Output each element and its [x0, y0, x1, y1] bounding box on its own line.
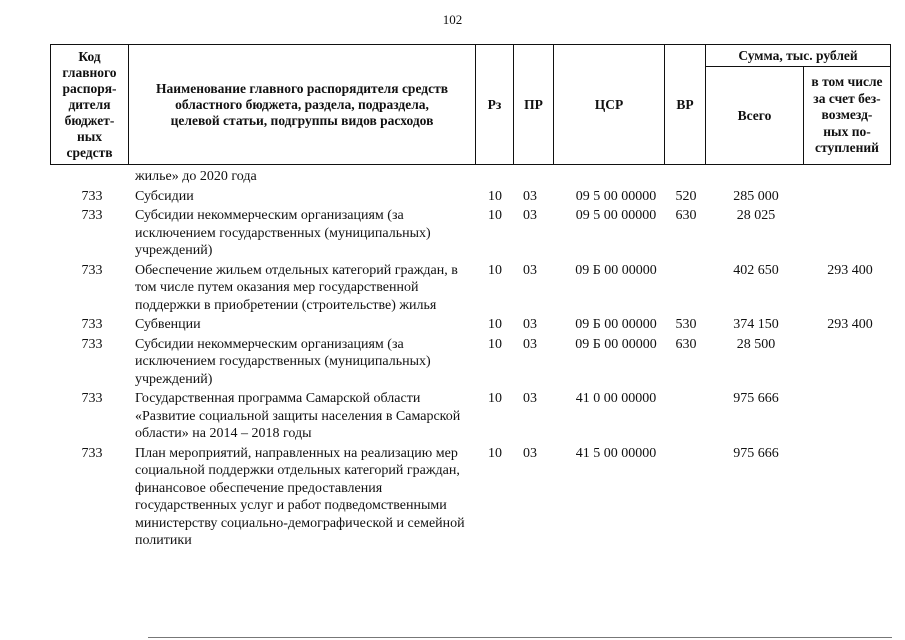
row-total: 402 650 [733, 262, 779, 278]
table-row [50, 445, 891, 550]
header-csr: ЦСР [594, 96, 624, 112]
row-csr: 41 0 00 00000 [575, 391, 657, 406]
header-bottom-border [50, 164, 891, 165]
row-code: 733 [81, 391, 103, 406]
header-vr: ВР [676, 96, 694, 112]
row-name: Субсидии некоммерческим организациям (за исключением государственных (муниципальных) учреждений) [135, 336, 431, 387]
table-row [50, 207, 891, 260]
row-vr: 520 [675, 188, 697, 204]
row-csr: 09 Б 00 00000 [575, 336, 657, 352]
row-pr: 03 [523, 208, 537, 223]
table-row [50, 336, 891, 389]
header-code: Код главного распоря- дителя бюджет- ных средств [62, 48, 117, 160]
row-rz: 10 [488, 445, 502, 461]
header-name: Наименование главного распорядителя средств областного бюджета, раздела, подраздела, целевой статьи, подгруппы видов расходов [155, 80, 448, 128]
row-code: 733 [81, 188, 103, 204]
row-pr: 03 [523, 317, 537, 332]
table-row [50, 188, 891, 206]
row-rz: 10 [488, 208, 502, 223]
row-rz: 10 [488, 317, 502, 332]
header-border-right [890, 44, 891, 165]
row-total: 285 000 [733, 188, 779, 204]
row-name: жилье» до 2020 года [135, 169, 257, 184]
row-total: 374 150 [733, 317, 779, 332]
row-rz: 10 [488, 188, 502, 204]
row-pr: 03 [523, 188, 537, 204]
page-number: 102 [442, 12, 463, 27]
row-csr: 09 5 00 00000 [575, 208, 657, 223]
header-total: Всего [737, 107, 772, 123]
row-pr: 03 [523, 391, 537, 406]
row-bez: 293 400 [827, 317, 873, 332]
header-bez: в том числе за счет без- возмезд- ных по- ступлений [811, 74, 883, 156]
row-code: 733 [81, 317, 103, 332]
table-row [50, 168, 891, 186]
row-total: 975 666 [733, 445, 779, 461]
row-total: 28 500 [736, 336, 776, 352]
row-pr: 03 [523, 445, 537, 461]
row-name: Государственная программа Самарской области «Развитие социальной защиты населения в Самарской области» на 2014 – 2018 годы [135, 391, 461, 441]
row-vr: 630 [675, 208, 697, 223]
row-csr: 09 5 00 00000 [575, 188, 657, 204]
header-pr: ПР [524, 96, 543, 112]
table-header [50, 44, 891, 165]
table-body [50, 168, 891, 550]
table-row [50, 316, 891, 334]
row-total: 28 025 [736, 208, 776, 223]
row-name: План мероприятий, направленных на реализацию мер социальной поддержки отдельных категорий граждан, финансовое обеспечение предоставления государственных услуг и работ подведомственными министерству социально-демографической и семейной политики [135, 445, 465, 548]
row-rz: 10 [488, 391, 502, 406]
header-sum: Сумма, тыс. рублей [738, 47, 858, 63]
row-csr: 41 5 00 00000 [575, 445, 657, 461]
row-rz: 10 [488, 336, 502, 352]
row-name: Субсидии некоммерческим организациям (за исключением государственных (муниципальных) учреждений) [135, 208, 431, 258]
row-total: 975 666 [733, 391, 779, 406]
row-name: Обеспечение жильем отдельных категорий граждан, в том числе путем оказания мер государственной поддержки в приобретении (строительстве) жилья [135, 262, 458, 313]
row-code: 733 [81, 208, 103, 223]
row-vr: 630 [675, 336, 697, 352]
row-name: Субсидии [135, 188, 194, 204]
row-csr: 09 Б 00 00000 [575, 262, 657, 278]
row-pr: 03 [523, 262, 537, 278]
row-name: Субвенции [135, 317, 201, 332]
row-code: 733 [81, 262, 103, 278]
row-csr: 09 Б 00 00000 [575, 317, 657, 332]
table-row [50, 390, 891, 443]
footer-line [148, 637, 892, 638]
row-vr: 530 [675, 317, 697, 332]
row-code: 733 [81, 336, 103, 352]
row-pr: 03 [523, 336, 537, 352]
row-rz: 10 [488, 262, 502, 278]
table-row [50, 262, 891, 315]
row-bez: 293 400 [827, 262, 873, 278]
header-rz: Рз [487, 96, 502, 112]
row-code: 733 [81, 445, 103, 461]
